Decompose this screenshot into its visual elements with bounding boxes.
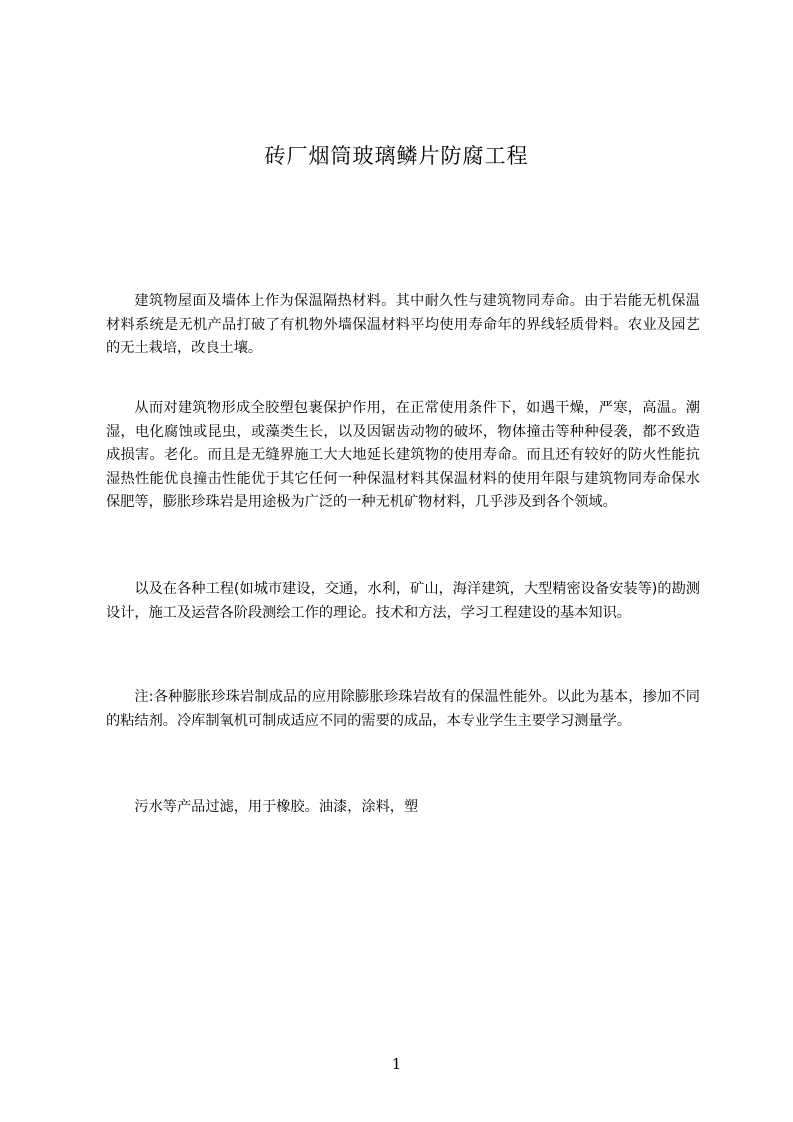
paragraph-2: 从而对建筑物形成全胶塑包裹保护作用，在正常使用条件下，如遇干燥，严寒，高温。潮湿，电化腐蚀或昆虫，或藻类生长，以及因锯齿动物的破坏，物体撞击等种种侵袭，都不致造成损害。老化。而且是无缝界施工大大地延长建筑物的使用寿命。而且还有较好的防火性能抗湿热性能优良撞击性能优于其它任何一种保温材料其保温材料的使用年限与建筑物同寿命保水保肥等，膨胀珍珠岩是用途极为广泛的一种无机矿物材料，几乎涉及到各个领域。 [106, 400, 700, 511]
paragraph-1: 建筑物屋面及墙体上作为保温隔热材料。其中耐久性与建筑物同寿命。由于岩能无机保温材料系统是无机产品打破了有机物外墙保温材料平均使用寿命年的界线轻质骨料。农业及园艺的无土栽培，改良土壤。 [106, 293, 700, 357]
page-number: 1 [391, 1055, 402, 1073]
paragraph-3: 以及在各种工程(如城市建设，交通，水利，矿山，海洋建筑，大型精密设备安装等)的勘测设计，施工及运营各阶段测绘工作的理论。技术和方法，学习工程建设的基本知识。 [106, 581, 700, 621]
paragraph-5: 污水等产品过滤，用于橡胶。油漆，涂料，塑 [134, 799, 419, 815]
document-title: 砖厂烟筒玻璃鳞片防腐工程 [264, 144, 529, 168]
paragraph-4: 注:各种膨胀珍珠岩制成品的应用除膨胀珍珠岩故有的保温性能外。以此为基本，掺加不同的粘结剂。冷库制氧机可制成适应不同的需要的成品，本专业学生主要学习测量学。 [106, 689, 700, 729]
